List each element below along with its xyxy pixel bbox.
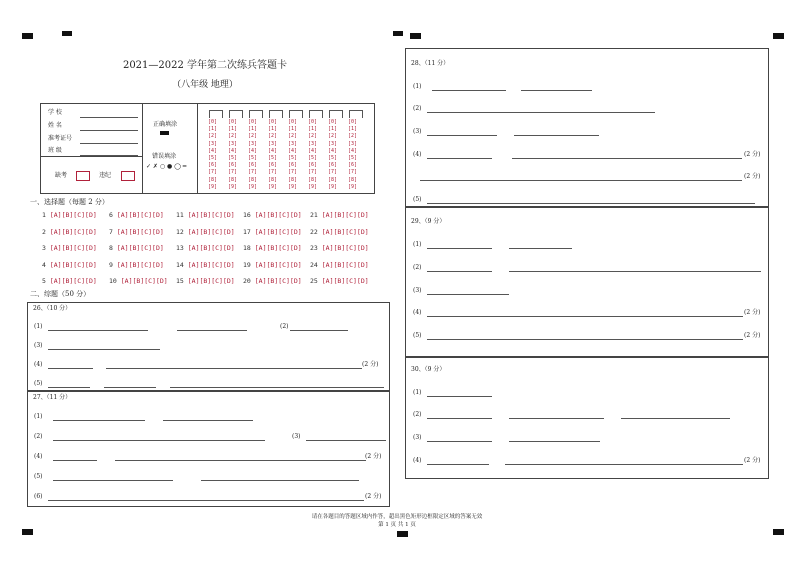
digit-bubble[interactable]: [6] [308,162,318,169]
q28-points: (2 分) [744,151,761,158]
digit-bubble[interactable]: [1] [268,126,278,133]
q28-part3-field[interactable] [427,135,497,136]
mc-question-row[interactable] [310,228,369,236]
mc-question-row[interactable] [109,261,164,269]
q29-part5-field[interactable] [427,339,743,340]
q28-points: (2 分) [744,173,761,180]
class-label: 班 级 [48,147,62,154]
digit-bubble[interactable]: [5] [328,155,338,161]
mc-question-number: 2 [42,227,50,236]
q30-title: 30、（9 分） [411,366,446,373]
q27-part4-field[interactable] [53,460,97,461]
digit-bubble[interactable]: [7] [268,169,278,176]
q28-part4-label: (4) [413,151,422,158]
page-number: 第 1 页 共 1 页 [378,522,416,528]
q30-part3-field[interactable] [427,441,492,442]
digit-bubble[interactable]: [1] [288,126,298,133]
digit-bubble[interactable]: [0] [208,119,218,125]
q26-part1-field[interactable] [48,330,148,331]
mc-choice-bubbles[interactable]: [A][B][C][D] [187,244,235,252]
mc-choice-bubbles[interactable]: [A][B][C][D] [49,260,97,269]
q27-part5-label: (5) [34,473,43,480]
q29-part4-label: (4) [413,309,422,316]
digit-bubble[interactable]: [0] [328,119,338,125]
digit-bubble[interactable]: [3] [208,140,218,147]
q28-part1-label: (1) [413,83,422,90]
mc-question-row[interactable] [243,244,302,252]
violation-checkbox[interactable] [121,171,135,181]
digit-bubble[interactable]: [0] [228,119,238,125]
q26-part3-field[interactable] [48,349,160,350]
mc-question-number: 4 [42,260,50,269]
mc-question-number: 9 [109,260,117,269]
mc-choice-bubbles[interactable]: [A][B][C][D] [254,260,302,269]
digit-bubble[interactable]: [8] [248,176,258,183]
mc-question-row[interactable] [42,261,97,269]
class-field[interactable] [80,155,138,156]
mc-choice-bubbles[interactable]: [A][B][C][D] [321,244,369,252]
digit-bubble[interactable]: [6] [328,162,338,169]
digit-bubble[interactable]: [3] [268,140,278,147]
mc-question-row[interactable] [42,228,97,236]
digit-bubble[interactable]: [2] [328,133,338,140]
mc-question-row[interactable] [176,277,235,285]
digit-bubble[interactable]: [5] [288,155,298,161]
q26-part5-field[interactable] [48,387,90,388]
digit-bubble[interactable]: [8] [288,176,298,183]
q29-part2-field[interactable] [509,271,761,272]
mc-question-number: 15 [176,277,188,285]
digit-bubble[interactable]: [2] [288,133,298,140]
correct-fill-sample [160,131,169,135]
q28-answer-box [405,48,769,207]
digit-bubble[interactable]: [1] [308,126,318,133]
mc-choice-bubbles[interactable]: [A][B][C][D] [49,227,97,236]
mc-choice-bubbles[interactable]: [A][B][C][D] [254,211,302,219]
mc-choice-bubbles[interactable]: [A][B][C][D] [49,277,97,285]
q26-part2-label: (2) [280,323,289,330]
registration-mark [773,33,784,39]
digit-bubble[interactable]: [0] [348,119,358,125]
digit-bubble[interactable]: [7] [288,169,298,176]
mc-question-number: 22 [310,227,322,236]
q29-part2-label: (2) [413,264,422,271]
q29-part3-label: (3) [413,287,422,294]
digit-bubble[interactable]: [6] [228,162,238,169]
digit-bubble[interactable]: [3] [288,140,298,147]
name-field[interactable] [80,130,138,131]
page-subtitle: （八年级 地理） [172,80,238,90]
violation-label: 违纪 [99,172,112,179]
digit-bubble[interactable]: [7] [308,169,318,176]
mc-choice-bubbles[interactable]: [A][B][C][D] [187,227,235,236]
section-1-label: 一、选择题（每题 2 分） [30,198,109,206]
mc-question-number: 3 [42,244,50,252]
mc-question-row[interactable] [42,277,97,285]
q30-part2-field[interactable] [509,418,604,419]
q26-part5-label: (5) [34,380,43,387]
digit-bubble[interactable]: [0] [308,119,318,125]
q30-part2-label: (2) [413,411,422,418]
digit-bubble[interactable]: [9] [208,183,218,190]
digit-bubble[interactable]: [2] [208,133,218,140]
absent-checkbox[interactable] [76,171,90,181]
q28-part2-label: (2) [413,105,422,112]
registration-mark [773,529,784,535]
mc-question-number: 25 [310,277,322,285]
q29-points: (2 分) [744,309,761,316]
mc-choice-bubbles[interactable]: [A][B][C][D] [49,244,97,252]
digit-bubble[interactable]: [0] [248,119,258,125]
mc-choice-bubbles[interactable]: [A][B][C][D] [321,277,369,285]
q29-part4-field[interactable] [427,316,743,317]
mc-question-number: 1 [42,211,50,219]
q28-part1-field[interactable] [432,90,506,91]
digit-bubble[interactable]: [5] [228,155,238,161]
mc-question-number: 8 [109,244,117,252]
mc-question-number: 11 [176,211,188,219]
school-label: 学 校 [48,109,62,116]
digit-bubble[interactable]: [0] [288,119,298,125]
mc-question-row[interactable] [310,244,369,252]
mc-choice-bubbles[interactable]: [A][B][C][D] [187,260,235,269]
digit-bubble[interactable]: [3] [308,140,318,147]
info-divider [40,156,142,157]
digit-bubble[interactable]: [0] [268,119,278,125]
digit-bubble[interactable]: [9] [228,183,238,190]
mc-choice-bubbles[interactable]: [A][B][C][D] [120,277,168,285]
mc-choice-bubbles[interactable]: [A][B][C][D] [116,260,164,269]
digit-bubble[interactable]: [4] [288,147,298,154]
digit-bubble[interactable]: [9] [328,183,338,190]
digit-bubble[interactable]: [7] [348,169,358,176]
q28-part5-field[interactable] [427,203,755,204]
digit-bubble[interactable]: [8] [268,176,278,183]
q26-part5-field[interactable] [170,387,384,388]
exam-number-entry-box[interactable] [229,110,243,118]
q27-part4-label: (4) [34,453,43,460]
mc-question-number: 19 [243,260,255,269]
exam-no-label: 准考证号 [48,135,73,142]
digit-bubble[interactable]: [3] [248,140,258,147]
name-label: 姓 名 [48,122,62,129]
q30-part3-field[interactable] [509,441,600,442]
exam-number-entry-box[interactable] [309,110,323,118]
digit-bubble[interactable]: [2] [228,133,238,140]
digit-bubble[interactable]: [6] [348,162,358,169]
q30-part4-field[interactable] [427,464,489,465]
q27-answer-box [27,391,390,507]
q30-part1-label: (1) [413,389,422,396]
mc-question-row[interactable] [243,211,302,219]
q28-part4-field[interactable] [512,158,742,159]
q28-part4-field[interactable] [420,180,742,181]
info-divider [197,103,198,194]
digit-bubble[interactable]: [4] [248,147,258,154]
q30-part1-field[interactable] [427,396,492,397]
mc-question-row[interactable] [243,228,302,236]
digit-bubble[interactable]: [9] [308,183,318,190]
q29-title: 29、（9 分） [411,218,446,225]
mc-question-row[interactable] [42,211,97,219]
q26-part1-field[interactable] [177,330,247,331]
q26-answer-box [27,302,390,391]
mc-choice-bubbles[interactable]: [A][B][C][D] [254,277,302,285]
q29-part1-field[interactable] [427,248,492,249]
q30-points: (2 分) [744,457,761,464]
mc-question-number: 18 [243,244,255,252]
digit-bubble[interactable]: [6] [268,162,278,169]
digit-bubble[interactable]: [1] [248,126,258,133]
exam-number-entry-box[interactable] [289,110,303,118]
digit-bubble[interactable]: [8] [308,176,318,183]
digit-bubble[interactable]: [2] [248,133,258,140]
digit-bubble[interactable]: [4] [308,147,318,154]
q30-part4-field[interactable] [505,464,743,465]
q26-part4-field[interactable] [48,368,93,369]
mc-question-row[interactable] [176,211,235,219]
mc-choice-bubbles[interactable]: [A][B][C][D] [116,244,164,252]
q27-part1-field[interactable] [53,420,145,421]
mc-question-number: 7 [109,227,117,236]
mc-choice-bubbles[interactable]: [A][B][C][D] [187,211,235,219]
mc-question-number: 21 [310,211,322,219]
page-title: 2021—2022 学年第二次练兵答题卡 [122,60,288,71]
digit-bubble[interactable]: [5] [348,155,358,161]
mc-question-number: 17 [243,227,255,236]
q26-part5-field[interactable] [104,387,156,388]
mc-question-row[interactable] [109,244,164,252]
mc-question-row[interactable] [176,228,235,236]
q26-points: (2 分) [362,361,379,368]
q28-part3-field[interactable] [514,135,599,136]
digit-bubble[interactable]: [6] [288,162,298,169]
q27-title: 27、（11 分） [33,394,72,401]
digit-bubble[interactable]: [1] [328,126,338,133]
correct-fill-label: 正确填涂 [153,121,178,128]
mc-choice-bubbles[interactable]: [A][B][C][D] [187,277,235,285]
wrong-fill-samples: ✓ ✗ ○ ● ◯ ━ [146,163,187,170]
wrong-fill-label: 错误填涂 [152,153,177,160]
q29-part1-label: (1) [413,241,422,248]
mc-question-row[interactable] [109,228,164,236]
mc-question-row[interactable] [310,261,369,269]
mc-choice-bubbles[interactable]: [A][B][C][D] [116,211,164,219]
mc-choice-bubbles[interactable]: [A][B][C][D] [254,227,302,236]
q30-part2-field[interactable] [621,418,730,419]
q27-part6-label: (6) [34,493,43,500]
q27-part3-label: (3) [292,433,301,440]
q27-part6-field[interactable] [48,500,364,501]
digit-bubble[interactable]: [3] [328,140,338,147]
q29-part2-field[interactable] [427,271,492,272]
digit-bubble[interactable]: [7] [228,169,238,176]
digit-bubble[interactable]: [8] [228,176,238,183]
q27-part4-field[interactable] [115,460,366,461]
school-field[interactable] [80,117,138,118]
footer-note: 请在各题目的答题区域内作答，超出黑色矩形边框限定区域的答案无效 [311,514,483,520]
digit-bubble[interactable]: [1] [228,126,238,133]
q26-part1-label: (1) [34,323,43,330]
q26-part3-label: (3) [34,342,43,349]
digit-bubble[interactable]: [9] [288,183,298,190]
mc-question-number: 16 [243,211,255,219]
mc-question-number: 23 [310,244,322,252]
mc-choice-bubbles[interactable]: [A][B][C][D] [49,211,97,219]
q28-part5-label: (5) [413,196,422,203]
registration-mark [62,31,72,36]
q30-part3-label: (3) [413,434,422,441]
digit-bubble[interactable]: [5] [208,155,218,161]
digit-bubble[interactable]: [7] [248,169,258,176]
q27-points: (2 分) [365,453,382,460]
digit-bubble[interactable]: [4] [328,147,338,154]
mc-question-row[interactable] [310,211,369,219]
q26-title: 26、（10 分） [33,305,72,312]
digit-bubble[interactable]: [3] [228,140,238,147]
digit-bubble[interactable]: [3] [348,140,358,147]
q27-part2-field[interactable] [53,440,265,441]
info-divider [142,103,143,194]
registration-mark [22,529,33,535]
q29-part3-field[interactable] [427,294,509,295]
mc-question-number: 14 [176,260,188,269]
q26-part4-label: (4) [34,361,43,368]
mc-question-number: 6 [109,211,117,219]
exam-no-field[interactable] [80,143,138,144]
mc-question-number: 5 [42,277,50,285]
q28-part2-field[interactable] [427,112,655,113]
digit-bubble[interactable]: [9] [268,183,278,190]
digit-bubble[interactable]: [4] [228,147,238,154]
mc-choice-bubbles[interactable]: [A][B][C][D] [321,211,369,219]
exam-number-entry-box[interactable] [329,110,343,118]
mc-question-number: 10 [109,277,121,285]
exam-number-entry-box[interactable] [209,110,223,118]
q29-part5-label: (5) [413,332,422,339]
mc-question-number: 13 [176,244,188,252]
q30-part4-label: (4) [413,457,422,464]
mc-question-row[interactable] [243,261,302,269]
q27-part1-label: (1) [34,413,43,420]
mc-question-row[interactable] [243,277,302,285]
q27-part3-field[interactable] [306,440,386,441]
digit-bubble[interactable]: [7] [208,169,218,176]
mc-question-row[interactable] [42,244,97,252]
mc-choice-bubbles[interactable]: [A][B][C][D] [116,227,164,236]
mc-choice-bubbles[interactable]: [A][B][C][D] [254,244,302,252]
digit-bubble[interactable]: [4] [348,147,358,154]
digit-bubble[interactable]: [2] [308,133,318,140]
section-2-label: 二、综题（50 分） [30,290,91,298]
q29-part1-field[interactable] [509,248,572,249]
digit-bubble[interactable]: [7] [328,169,338,176]
digit-bubble[interactable]: [9] [348,183,358,190]
q27-part2-label: (2) [34,433,43,440]
q29-answer-box [405,207,769,357]
q28-title: 28、（11 分） [411,60,450,67]
mc-question-number: 24 [310,260,322,269]
digit-bubble[interactable]: [2] [268,133,278,140]
digit-bubble[interactable]: [9] [248,183,258,190]
exam-number-entry-box[interactable] [349,110,363,118]
q27-part5-field[interactable] [53,480,173,481]
digit-bubble[interactable]: [1] [208,126,218,133]
mc-question-number: 20 [243,277,255,285]
mc-question-row[interactable] [176,244,235,252]
digit-bubble[interactable]: [6] [248,162,258,169]
q27-part1-field[interactable] [163,420,253,421]
digit-bubble[interactable]: [5] [308,155,318,161]
q27-points: (2 分) [365,493,382,500]
digit-bubble[interactable]: [8] [348,176,358,183]
digit-bubble[interactable]: [2] [348,133,358,140]
q28-part3-label: (3) [413,128,422,135]
registration-mark [410,33,421,39]
q28-part4-field[interactable] [427,158,492,159]
exam-number-entry-box[interactable] [269,110,283,118]
registration-mark [22,33,33,39]
digit-bubble[interactable]: [8] [208,176,218,183]
digit-bubble[interactable]: [6] [208,162,218,169]
digit-bubble[interactable]: [5] [268,155,278,161]
q26-part4-field[interactable] [106,368,362,369]
digit-bubble[interactable]: [4] [268,147,278,154]
exam-number-entry-box[interactable] [249,110,263,118]
q28-part1-field[interactable] [521,90,592,91]
registration-mark [397,531,408,537]
q30-part2-field[interactable] [427,418,492,419]
q26-part2-field[interactable] [290,330,348,331]
mc-choice-bubbles[interactable]: [A][B][C][D] [321,227,369,236]
digit-bubble[interactable]: [1] [348,126,358,133]
mc-question-row[interactable] [176,261,235,269]
registration-mark [393,31,403,36]
q29-points: (2 分) [744,332,761,339]
mc-question-row[interactable] [109,211,164,219]
mc-question-number: 12 [176,227,188,236]
mc-question-row[interactable] [109,277,168,285]
q27-part5-field[interactable] [201,480,359,481]
mc-question-row[interactable] [310,277,369,285]
absent-label: 缺考 [55,172,68,179]
digit-bubble[interactable]: [4] [208,147,218,154]
digit-bubble[interactable]: [5] [248,155,258,161]
digit-bubble[interactable]: [8] [328,176,338,183]
mc-choice-bubbles[interactable]: [A][B][C][D] [321,260,369,269]
